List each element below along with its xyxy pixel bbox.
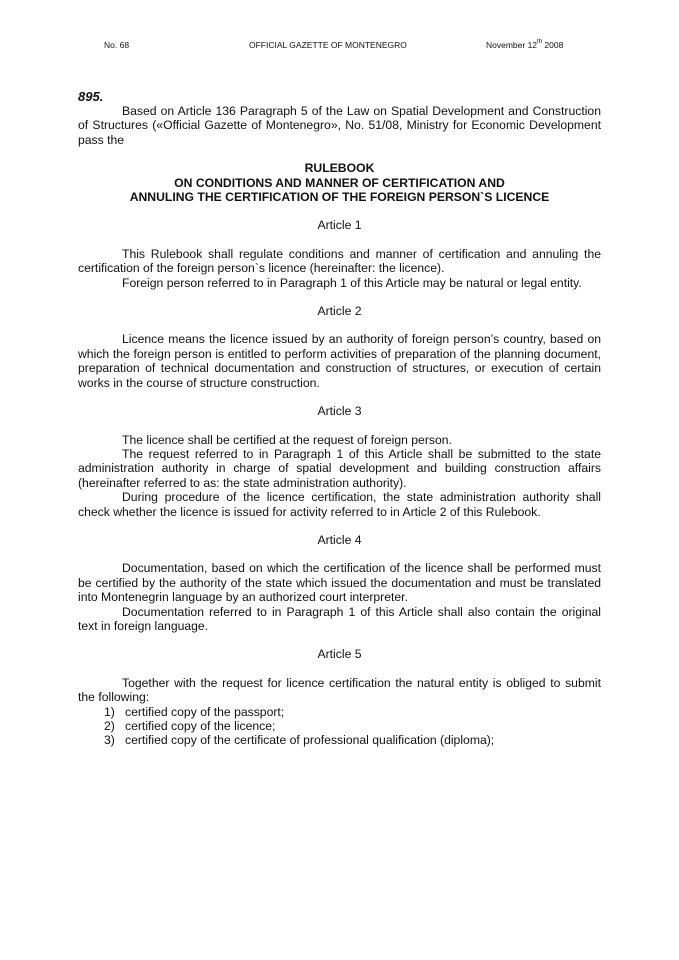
- list-item-number: 3): [104, 733, 115, 748]
- issue-date: [486, 40, 563, 50]
- article-paragraph: The licence shall be certified at the request of foreign person.: [122, 432, 452, 447]
- page-header: [0, 40, 679, 54]
- list-item-number: 2): [104, 719, 115, 733]
- article-paragraph: The request referred to in Paragraph 1 of this Article shall be submitted to the state administration authority in charge of spatial development and building construction affairs (hereinafter referred to as: the state administration authority).: [78, 446, 601, 490]
- article-paragraph: Foreign person referred to in Paragraph 1 of this Article may be natural or legal entity.: [122, 275, 582, 290]
- issue-date-ordinal: th: [537, 39, 543, 46]
- article-paragraph: Together with the request for licence certification the natural entity is obliged to submit the following:: [78, 675, 601, 705]
- title-line: RULEBOOK: [304, 161, 375, 176]
- list-item: [78, 733, 601, 747]
- article-heading: Article 5: [317, 647, 362, 662]
- document-title: [78, 161, 601, 204]
- document-body: [78, 89, 601, 748]
- article-heading: Article 4: [317, 532, 362, 547]
- issue-date-month-day: November 12: [486, 40, 538, 50]
- article-paragraph: Documentation referred to in Paragraph 1 of this Article shall also contain the original text in foreign language.: [78, 604, 601, 633]
- article-heading: Article 3: [317, 404, 362, 419]
- article-heading: Article 1: [317, 218, 362, 233]
- intro-paragraph: Based on Article 136 Paragraph 5 of the Law on Spatial Development and Construction of Structures («Official Gazette of Montenegro», No. 51/08, Ministry for Economic Development pass the: [78, 104, 601, 147]
- article-paragraph: During procedure of the licence certification, the state administration authority shall check whether the licence is issued for activity referred to in Article 2 of this Rulebook.: [78, 490, 601, 519]
- article-paragraph: This Rulebook shall regulate conditions and manner of certification and annuling the certification of the foreign person`s licence (hereinafter: the licence).: [78, 246, 601, 276]
- list-item-text: certified copy of the certificate of professional qualification (diploma);: [125, 733, 495, 748]
- required-documents-list: [78, 705, 601, 748]
- list-item-text: certified copy of the passport;: [125, 704, 285, 719]
- article-paragraph: Documentation, based on which the certification of the licence shall be performed must be certified by the authority of the state which issued the documentation and must be translated into Montenegrin language by an authorized court interpreter.: [78, 561, 601, 605]
- article-paragraph: Licence means the licence issued by an authority of foreign person’s country, based on which the foreign person is entitled to perform activities of preparation of the planning document, preparation of technical documentation and construction of structures, or execution of certain works in the course of structure construction.: [78, 332, 601, 390]
- title-line: ON CONDITIONS AND MANNER OF CERTIFICATION AND: [174, 175, 505, 190]
- issue-number: No. 68: [104, 40, 130, 50]
- list-item: [78, 705, 601, 719]
- list-item: [78, 719, 601, 733]
- list-item-number: 1): [104, 704, 115, 719]
- gazette-name: OFFICIAL GAZETTE OF MONTENEGRO: [249, 40, 407, 50]
- document-number: 895.: [78, 89, 104, 104]
- article-heading: Article 2: [317, 304, 362, 319]
- title-line: ANNULING THE CERTIFICATION OF THE FOREIGN PERSON`S LICENCE: [129, 190, 550, 205]
- list-item-text: certified copy of the licence;: [125, 719, 276, 733]
- issue-date-year: 2008: [542, 40, 564, 50]
